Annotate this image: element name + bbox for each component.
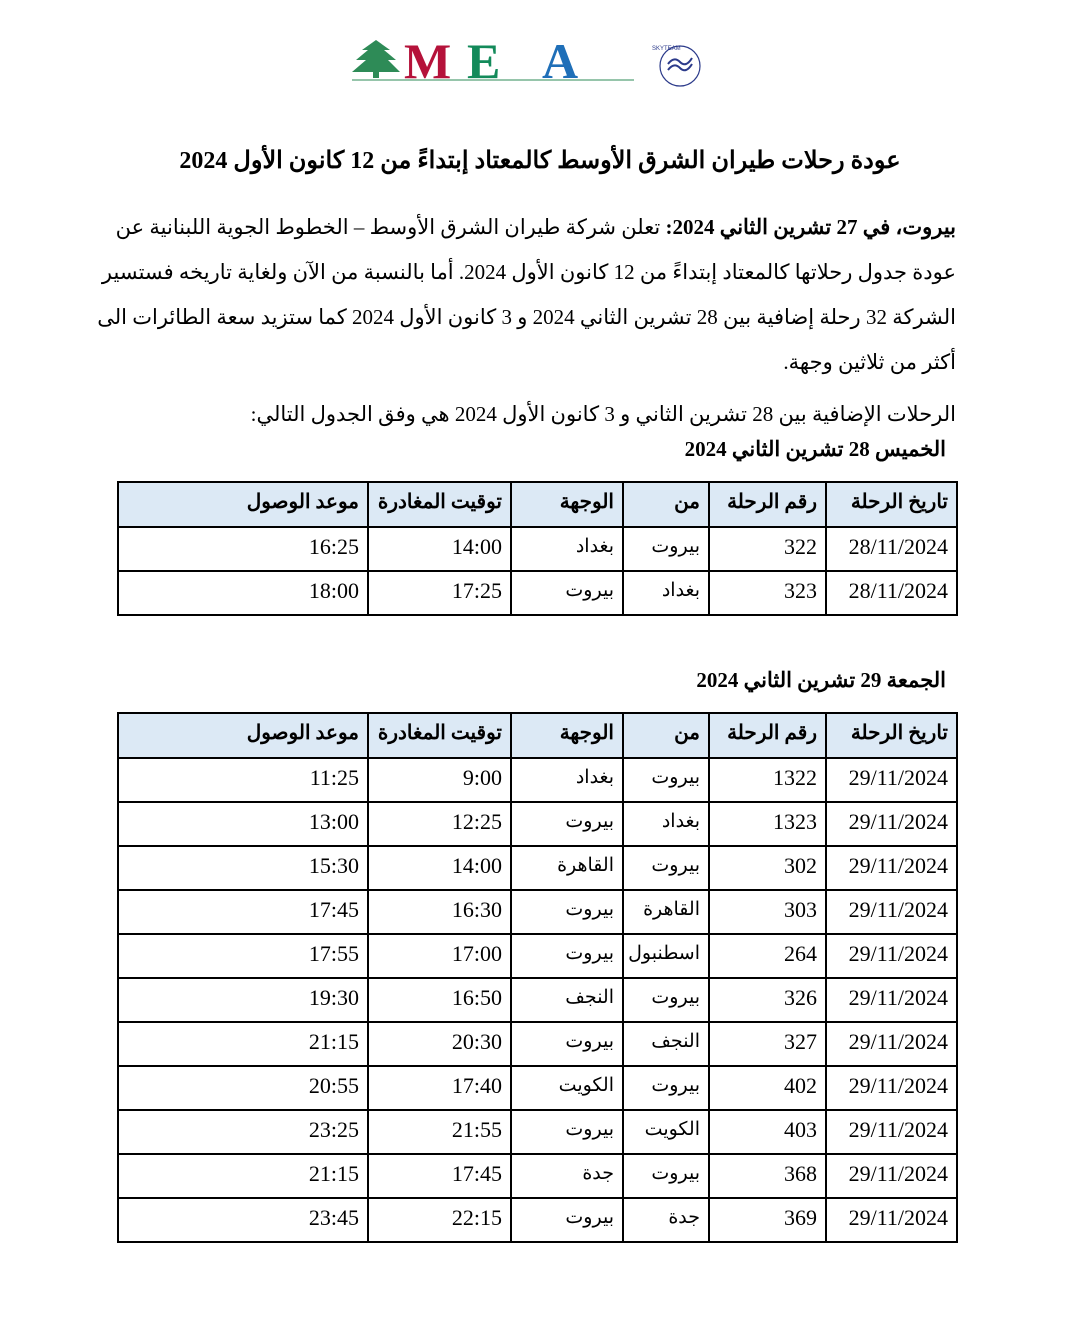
column-header-arrival-time: موعد الوصول <box>118 713 368 758</box>
cell-flight-number: 323 <box>709 571 826 615</box>
logo-letter-e: E <box>467 36 501 89</box>
cell-destination: بيروت <box>511 1198 623 1242</box>
cell-date: 29/11/2024 <box>826 890 957 934</box>
cell-date: 29/11/2024 <box>826 1198 957 1242</box>
cell-destination: النجف <box>511 978 623 1022</box>
cell-origin: بغداد <box>623 802 709 846</box>
logo-letter-a: A <box>542 36 579 89</box>
cell-flight-number: 326 <box>709 978 826 1022</box>
cell-departure-time: 22:15 <box>368 1198 511 1242</box>
cell-arrival-time: 23:45 <box>118 1198 368 1242</box>
cedar-tree-icon <box>352 40 400 78</box>
table-row <box>118 527 957 571</box>
table-row <box>118 978 957 1022</box>
cell-date: 29/11/2024 <box>826 802 957 846</box>
cell-flight-number: 322 <box>709 527 826 571</box>
table-row <box>118 1022 957 1066</box>
skyteam-icon <box>652 46 700 86</box>
column-header-destination: الوجهة <box>511 482 623 527</box>
table-row <box>118 1110 957 1154</box>
cell-arrival-time: 17:55 <box>118 934 368 978</box>
cell-destination: بغداد <box>511 758 623 802</box>
cell-arrival-time: 18:00 <box>118 571 368 615</box>
cell-departure-time: 17:00 <box>368 934 511 978</box>
cell-departure-time: 17:40 <box>368 1066 511 1110</box>
schedule-table-friday <box>117 712 958 1243</box>
cell-flight-number: 403 <box>709 1110 826 1154</box>
cell-date: 29/11/2024 <box>826 1110 957 1154</box>
cell-destination: بيروت <box>511 571 623 615</box>
cell-origin: جدة <box>623 1198 709 1242</box>
cell-arrival-time: 17:45 <box>118 890 368 934</box>
table-row <box>118 846 957 890</box>
cell-arrival-time: 11:25 <box>118 758 368 802</box>
schedule-table-thursday <box>117 481 958 616</box>
schedule-intro: الرحلات الإضافية بين 28 تشرين الثاني و 3 كانون الأول 2024 هي وفق الجدول التالي: <box>250 402 956 426</box>
cell-date: 28/11/2024 <box>826 527 957 571</box>
table-header-row <box>118 482 957 527</box>
cell-flight-number: 368 <box>709 1154 826 1198</box>
cell-departure-time: 17:25 <box>368 571 511 615</box>
cell-departure-time: 16:30 <box>368 890 511 934</box>
cell-origin: بيروت <box>623 758 709 802</box>
cell-arrival-time: 16:25 <box>118 527 368 571</box>
cell-departure-time: 21:55 <box>368 1110 511 1154</box>
table-row <box>118 934 957 978</box>
cell-origin: القاهرة <box>623 890 709 934</box>
intro-body: تعلن شركة طيران الشرق الأوسط – الخطوط الجوية اللبنانية عن عودة جدول رحلاتها كالمعتاد إبتداءً من 12 كانون الأول 2024. أما بالنسبة من الآن ولغاية تاريخه فستسير الشركة 32 رحلة إضافية بين 28 تشرين الثاني 2024 و 3 كانون الأول 2024 كما ستزيد سعة الطائرات الى أكثر من ثلاثين وجهة. <box>97 215 956 374</box>
column-header-destination: الوجهة <box>511 713 623 758</box>
column-header-flight-number: رقم الرحلة <box>709 713 826 758</box>
table-row <box>118 802 957 846</box>
table-row <box>118 1198 957 1242</box>
page-title: عودة رحلات طيران الشرق الأوسط كالمعتاد إبتداءً من 12 كانون الأول 2024 <box>179 148 901 174</box>
cell-flight-number: 1322 <box>709 758 826 802</box>
column-header-date: تاريخ الرحلة <box>826 713 957 758</box>
table-row <box>118 1066 957 1110</box>
cell-arrival-time: 21:15 <box>118 1154 368 1198</box>
column-header-departure-time: توقيت المغادرة <box>368 713 511 758</box>
cell-date: 29/11/2024 <box>826 978 957 1022</box>
mea-logo <box>352 36 704 90</box>
cell-destination: بيروت <box>511 1110 623 1154</box>
column-header-date: تاريخ الرحلة <box>826 482 957 527</box>
cell-flight-number: 327 <box>709 1022 826 1066</box>
cell-arrival-time: 15:30 <box>118 846 368 890</box>
table-row <box>118 890 957 934</box>
cell-destination: الكويت <box>511 1066 623 1110</box>
svg-text:SKYTEAM: SKYTEAM <box>652 46 681 52</box>
cell-date: 28/11/2024 <box>826 571 957 615</box>
cell-date: 29/11/2024 <box>826 758 957 802</box>
cell-departure-time: 12:25 <box>368 802 511 846</box>
cell-destination: بغداد <box>511 527 623 571</box>
cell-flight-number: 302 <box>709 846 826 890</box>
column-header-origin: من <box>623 713 709 758</box>
cell-origin: بيروت <box>623 527 709 571</box>
cell-origin: بيروت <box>623 1066 709 1110</box>
cell-departure-time: 17:45 <box>368 1154 511 1198</box>
cell-origin: بيروت <box>623 846 709 890</box>
cell-destination: بيروت <box>511 1022 623 1066</box>
cell-origin: بيروت <box>623 1154 709 1198</box>
cell-departure-time: 14:00 <box>368 846 511 890</box>
cell-arrival-time: 21:15 <box>118 1022 368 1066</box>
cell-date: 29/11/2024 <box>826 934 957 978</box>
day-heading-friday: الجمعة 29 تشرين الثاني 2024 <box>696 668 946 692</box>
cell-destination: بيروت <box>511 890 623 934</box>
cell-origin: اسطنبول <box>623 934 709 978</box>
cell-flight-number: 1323 <box>709 802 826 846</box>
logo-letter-m: M <box>404 36 452 89</box>
column-header-origin: من <box>623 482 709 527</box>
cell-date: 29/11/2024 <box>826 1066 957 1110</box>
cell-date: 29/11/2024 <box>826 1154 957 1198</box>
table-row <box>118 571 957 615</box>
column-header-arrival-time: موعد الوصول <box>118 482 368 527</box>
column-header-departure-time: توقيت المغادرة <box>368 482 511 527</box>
cell-destination: بيروت <box>511 934 623 978</box>
cell-destination: القاهرة <box>511 846 623 890</box>
intro-paragraph <box>96 205 956 385</box>
cell-flight-number: 264 <box>709 934 826 978</box>
day-heading-thursday: الخميس 28 تشرين الثاني 2024 <box>684 437 946 461</box>
cell-departure-time: 16:50 <box>368 978 511 1022</box>
table-row <box>118 1154 957 1198</box>
cell-origin: بغداد <box>623 571 709 615</box>
cell-departure-time: 9:00 <box>368 758 511 802</box>
column-header-flight-number: رقم الرحلة <box>709 482 826 527</box>
cell-departure-time: 20:30 <box>368 1022 511 1066</box>
cell-date: 29/11/2024 <box>826 846 957 890</box>
cell-origin: الكويت <box>623 1110 709 1154</box>
cell-destination: جدة <box>511 1154 623 1198</box>
cell-origin: بيروت <box>623 978 709 1022</box>
cell-arrival-time: 20:55 <box>118 1066 368 1110</box>
intro-lead: بيروت، في 27 تشرين الثاني 2024: <box>665 215 956 239</box>
cell-date: 29/11/2024 <box>826 1022 957 1066</box>
cell-arrival-time: 23:25 <box>118 1110 368 1154</box>
cell-destination: بيروت <box>511 802 623 846</box>
cell-arrival-time: 19:30 <box>118 978 368 1022</box>
cell-arrival-time: 13:00 <box>118 802 368 846</box>
table-header-row <box>118 713 957 758</box>
cell-departure-time: 14:00 <box>368 527 511 571</box>
cell-flight-number: 369 <box>709 1198 826 1242</box>
cell-flight-number: 303 <box>709 890 826 934</box>
cell-origin: النجف <box>623 1022 709 1066</box>
table-row <box>118 758 957 802</box>
cell-flight-number: 402 <box>709 1066 826 1110</box>
